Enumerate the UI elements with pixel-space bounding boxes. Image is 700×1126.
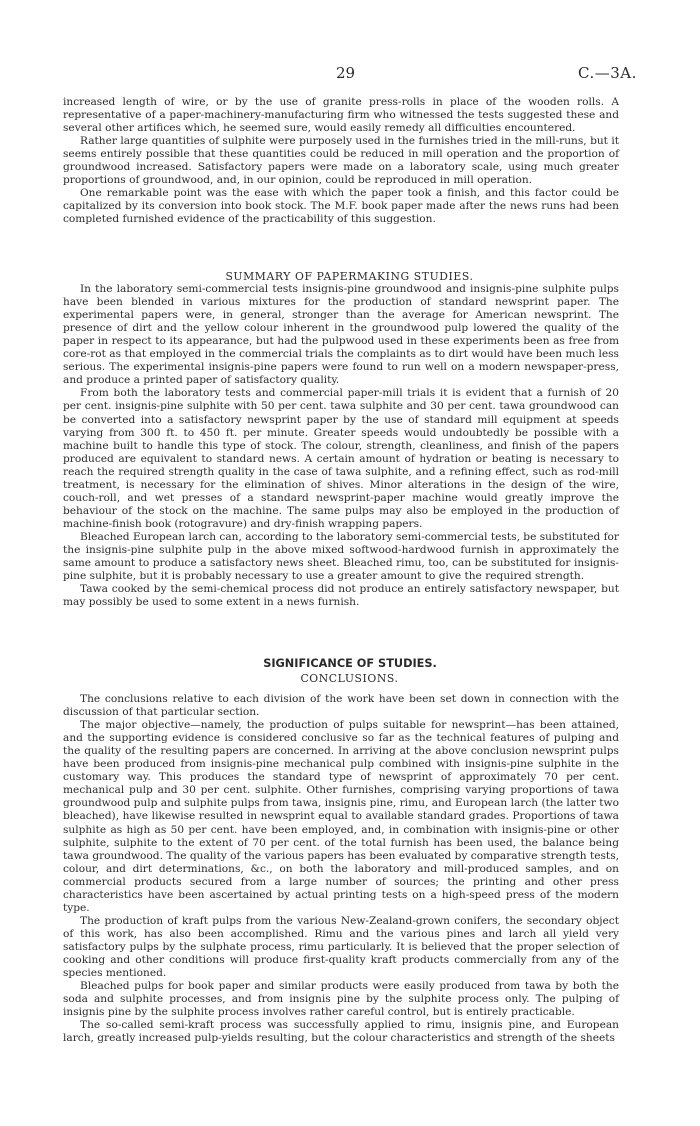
paragraph: Bleached European larch can, according to the laboratory semi-commercial tests, be substituted for the insignis-pine sulphite pulp in the above mixed softwood-hardwood furnish in approximately the same amount to produce a satisfactory news sheet. Bleached rimu, too, can be substituted for insignis-pine sulphite, but it is probably necessary to use a greater amount to give the required strength.	[63, 530, 619, 583]
paragraph: Bleached pulps for book paper and similar products were easily produced from tawa by both the soda and sulphite processes, and from insignis pine by the sulphite process only. The pulping of insignis pine by the sulphite process involves rather careful control, but is entirely practicable.	[63, 980, 619, 1019]
paragraph: The conclusions relative to each division of the work have been set down in connection with the discussion of that particular section.	[63, 693, 619, 719]
summary-section	[63, 270, 619, 609]
subsection-heading: CONCLUSIONS.	[300, 672, 399, 685]
paragraph: Tawa cooked by the semi-chemical process did not produce an entirely satisfactory newspaper, but may possibly be used to some extent in a news furnish.	[63, 583, 619, 609]
document-reference: C.—3A.	[578, 64, 637, 82]
paragraph: From both the laboratory tests and commercial paper-mill trials it is evident that a furnish of 20 per cent. insignis-pine sulphite with 50 per cent. tawa sulphite and 30 per cent. tawa groundwood can be converted into a satisfactory newsprint paper by the use of standard mill equipment at speeds varying from 300 ft. to 450 ft. per minute. Greater speeds would undoubtedly be possible with a machine built to handle this type of stock. The colour, strength, cleanliness, and finish of the papers produced are equivalent to standard news. A certain amount of hydration or beating is necessary to reach the required strength quality in the case of tawa sulphite, and a refining effect, such as rod-mill treatment, is necessary for the elimination of shives. Minor alterations in the design of the wire, couch-roll, and wet presses of a standard newsprint-paper machine would greatly improve the behaviour of the stock on the machine. The same pulps may also be employed in the production of machine-finish book (rotogravure) and dry-finish wrapping papers.	[63, 387, 619, 530]
paragraph: The production of kraft pulps from the various New-Zealand-grown conifers, the secondary object of this work, has also been accomplished. Rimu and the various pines and larch all yield very satisfactory pulps by the sulphate process, rimu particularly. It is believed that the proper selection of cooking and other conditions will produce first-quality kraft products commercially from any of the species mentioned.	[63, 914, 619, 980]
paragraph: The so-called semi-kraft process was successfully applied to rimu, insignis pine, and European larch, greatly increased pulp-yields resulting, but the colour characteristics and strength of the sheets	[63, 1019, 619, 1045]
paragraph: The major objective—namely, the production of pulps suitable for newsprint—has been attained, and the supporting evidence is considered conclusive so far as the technical features of pulping and the quality of the resulting papers are concerned. In arriving at the above conclusion newsprint pulps have been produced from insignis-pine mechanical pulp combined with insignis-pine sulphite in the customary way. This produces the standard type of newsprint of approximately 70 per cent. mechanical pulp and 30 per cent. sulphite. Other furnishes, comprising varying proportions of tawa groundwood pulp and sulphite pulps from tawa, insignis pine, rimu, and European larch (the latter two bleached), have likewise resulted in newsprint equal to available standard grades. Proportions of tawa sulphite as high as 50 per cent. have been employed, and, in combination with insignis-pine or other sulphite, sulphite to the extent of 70 per cent. of the total furnish has been used, the balance being tawa groundwood. The quality of the various papers has been evaluated by comparative strength tests, colour, and dirt determinations, &c., on both the laboratory and mill-produced samples, and on commercial products secured from a large number of sources; the printing and other press characteristics have been ascertained by actual printing tests on a high-speed press of the modern type.	[63, 719, 619, 914]
page-number: 29	[336, 64, 356, 82]
paragraph: Rather large quantities of sulphite were purposely used in the furnishes tried in the mill-runs, but it seems entirely possible that these quantities could be reduced in mill operation and the proportion of groundwood increased. Satisfactory papers were made on a laboratory scale, using much greater proportions of groundwood, and, in our opinion, could be reproduced in mill operation.	[63, 135, 619, 187]
main-heading: SIGNIFICANCE OF STUDIES.	[263, 657, 437, 670]
page-header	[0, 64, 700, 84]
paragraph: increased length of wire, or by the use of granite press-rolls in place of the wooden rolls. A representative of a paper-machinery-manufacturing firm who witnessed the tests suggested these and several other artifices which, he seemed sure, would easily remedy all difficulties encountered.	[63, 96, 619, 135]
conclusions-section	[63, 658, 619, 1045]
intro-section	[63, 96, 619, 226]
paragraph: In the laboratory semi-commercial tests insignis-pine groundwood and insignis-pine sulphite pulps have been blended in various mixtures for the production of standard newsprint paper. The experimental papers were, in general, stronger than the average for American newsprint. The presence of dirt and the yellow colour inherent in the groundwood pulp lowered the quality of the paper in respect to its appearance, but had the pulpwood used in these experiments been as free from core-rot as that employed in the commercial trials the complaints as to dirt would have been much less serious. The experimental insignis-pine papers were found to run well on a modern newspaper-press, and produce a printed paper of satisfactory quality.	[63, 283, 619, 387]
section-heading: SUMMARY OF PAPERMAKING STUDIES.	[225, 270, 474, 283]
paragraph: One remarkable point was the ease with which the paper took a finish, and this factor could be capitalized by its conversion into book stock. The M.F. book paper made after the news runs had been completed furnished evidence of the practicability of this suggestion.	[63, 187, 619, 226]
